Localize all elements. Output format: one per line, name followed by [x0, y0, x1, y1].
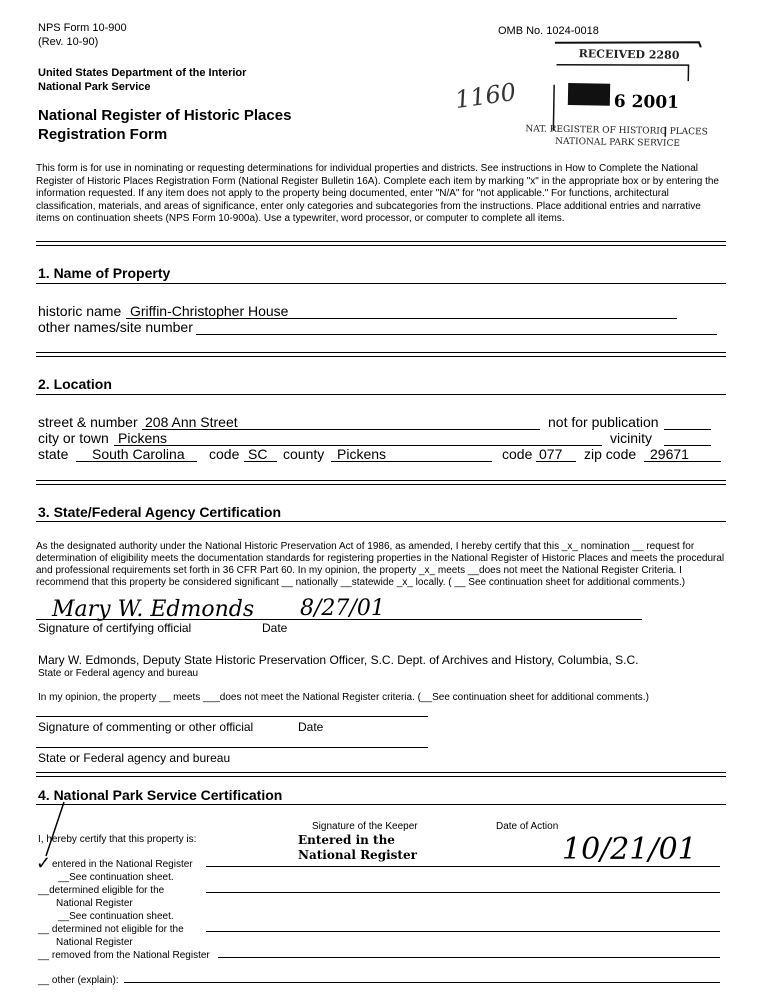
section2-heading: 2. Location [38, 376, 112, 392]
form-title-line2: Registration Form [38, 126, 168, 143]
county-code-line [536, 461, 576, 462]
pen-stroke-icon [40, 800, 70, 860]
form-revision: (Rev. 10-90) [38, 36, 99, 48]
opinion-text: In my opinion, the property __ meets ___does not meet the National Register criteria. (__See continuation sheet for additional comments.) [38, 692, 649, 703]
state-code-line [244, 461, 277, 462]
date-label: Date [262, 621, 288, 635]
check-mark-icon: ✓ [36, 853, 52, 873]
state-value[interactable]: South Carolina [92, 446, 185, 462]
heading-rule [36, 283, 726, 284]
historic-name-value[interactable]: Griffin-Christopher House [130, 303, 289, 319]
keeper-line-other[interactable] [124, 982, 720, 983]
option-other[interactable]: __ other (explain): [38, 975, 119, 986]
heading-rule [36, 804, 726, 805]
service: National Park Service [38, 81, 151, 93]
stamp-service: NATIONAL PARK SERVICE [555, 136, 681, 149]
keeper-line-eligible[interactable] [206, 892, 720, 893]
city-label: city or town [38, 430, 109, 446]
heading-rule [36, 521, 726, 522]
historic-name-label: historic name [38, 303, 122, 319]
keeper-line-not-eligible[interactable] [206, 931, 720, 932]
option-determined-eligible[interactable]: __determined eligible for the [38, 885, 165, 896]
divider [36, 480, 726, 485]
keeper-line-entered[interactable] [206, 866, 720, 867]
instructions-text: This form is for use in nominating or requesting determinations for individual properties and districts. See instructions in How to Complete the National Register of Historic Places Registration Form (National Register Bulletin 16A). Complete each item by marking "x" in the appropriate box or by entering the information requested. If any item does not apply to the property being documented, enter "N/A" for "not applicable." For functions, architectural classification, materials, and areas of significance, enter only categories and subcategories from the instructions. Place additional entries and narrative items on continuation sheets (NPS Form 10-900a). Use a typewriter, word processor, or computer to complete all items. [36, 163, 719, 224]
option-eligible-continued: National Register [56, 898, 133, 909]
street-value[interactable]: 208 Ann Street [145, 414, 238, 430]
other-names-label: other names/site number [38, 319, 193, 335]
section4-heading: 4. National Park Service Certification [38, 787, 283, 803]
section1-heading: 1. Name of Property [38, 265, 171, 281]
option-see-continuation-2[interactable]: __See continuation sheet. [58, 911, 174, 922]
option-removed[interactable]: __ removed from the National Register [38, 950, 210, 961]
form-number: NPS Form 10-900 [38, 22, 127, 34]
option-entered[interactable]: entered in the National Register [52, 859, 193, 870]
zip-value[interactable]: 29671 [650, 446, 689, 462]
divider [36, 772, 726, 777]
option-not-eligible-continued: National Register [56, 937, 133, 948]
action-date-handwritten: 10/21/01 [562, 832, 697, 867]
stamp-received: RECEIVED 2280 [578, 47, 680, 62]
received-stamp [525, 35, 708, 156]
certification-text: As the designated authority under the National Historic Preservation Act of 1986, as amended, I hereby certify that this _x_ nomination __ request for determination of eligibility meets the documentation standards for registering properties in the National Register of Historic Places and meets the procedural and professional requirements set forth in 36 CFR Part 60. In my opinion, the property _x_ meets __does not meet the National Register Criteria. I recommend that this property be considered significant __ nationally __statewide _x_ locally. ( __ See continuation sheet for additional comments.) [36, 541, 725, 588]
certifying-signature: Mary W. Edmonds [52, 597, 255, 622]
zip-label: zip code [584, 446, 637, 462]
agency-label: State or Federal agency and bureau [38, 668, 199, 679]
street-label: street & number [38, 414, 138, 430]
county-code-value[interactable]: 077 [539, 446, 563, 462]
divider [36, 241, 726, 246]
state-label: state [38, 446, 69, 462]
street-line [142, 429, 540, 430]
historic-name-line [126, 318, 677, 319]
agency-field[interactable] [36, 747, 428, 748]
signature-label: Signature of certifying official [38, 621, 192, 635]
action-date-label: Date of Action [496, 821, 559, 832]
signature-line [36, 619, 642, 620]
county-value[interactable]: Pickens [337, 446, 387, 462]
city-value[interactable]: Pickens [118, 430, 168, 446]
agency-label-2: State or Federal agency and bureau [38, 751, 231, 765]
commenting-label: Signature of commenting or other official [38, 720, 254, 734]
keeper-label: Signature of the Keeper [312, 821, 418, 832]
state-line [76, 461, 197, 462]
omb-number: OMB No. 1024-0018 [498, 25, 599, 37]
entered-stamp-line2: National Register [298, 848, 417, 862]
not-for-publication-field[interactable] [664, 429, 711, 430]
county-line [331, 461, 492, 462]
section3-heading: 3. State/Federal Agency Certification [38, 504, 281, 520]
keeper-line-removed[interactable] [218, 957, 720, 958]
department: United States Department of the Interior [38, 67, 247, 79]
certifying-official: Mary W. Edmonds, Deputy State Historic Preservation Officer, S.C. Dept. of Archives and History, Columbia, S.C. [38, 653, 639, 667]
heading-rule [36, 394, 726, 395]
entered-stamp-line1: Entered in the [298, 833, 395, 847]
option-see-continuation[interactable]: __See continuation sheet. [58, 872, 174, 883]
other-names-field[interactable] [196, 334, 717, 335]
certify-label: I, hereby certify that this property is: [38, 834, 197, 845]
divider [36, 352, 726, 357]
handwritten-number: 1160 [453, 77, 518, 115]
option-not-eligible[interactable]: __ determined not eligible for the [38, 924, 184, 935]
not-for-publication-label: not for publication [548, 414, 659, 430]
stamp-register: NAT. REGISTER OF HISTORIC PLACES [525, 124, 708, 138]
certifying-date-handwritten: 8/27/01 [300, 596, 385, 621]
state-code-label: code [209, 446, 240, 462]
state-code-value[interactable]: SC [248, 446, 268, 462]
commenting-date-label: Date [298, 720, 324, 734]
county-code-label: code [502, 446, 533, 462]
form-title-line1: National Register of Historic Places [38, 107, 292, 124]
zip-line [644, 461, 721, 462]
county-label: county [283, 446, 325, 462]
stamp-date: 6 2001 [613, 91, 680, 113]
vicinity-label: vicinity [610, 430, 653, 446]
commenting-signature-field[interactable] [36, 716, 428, 717]
